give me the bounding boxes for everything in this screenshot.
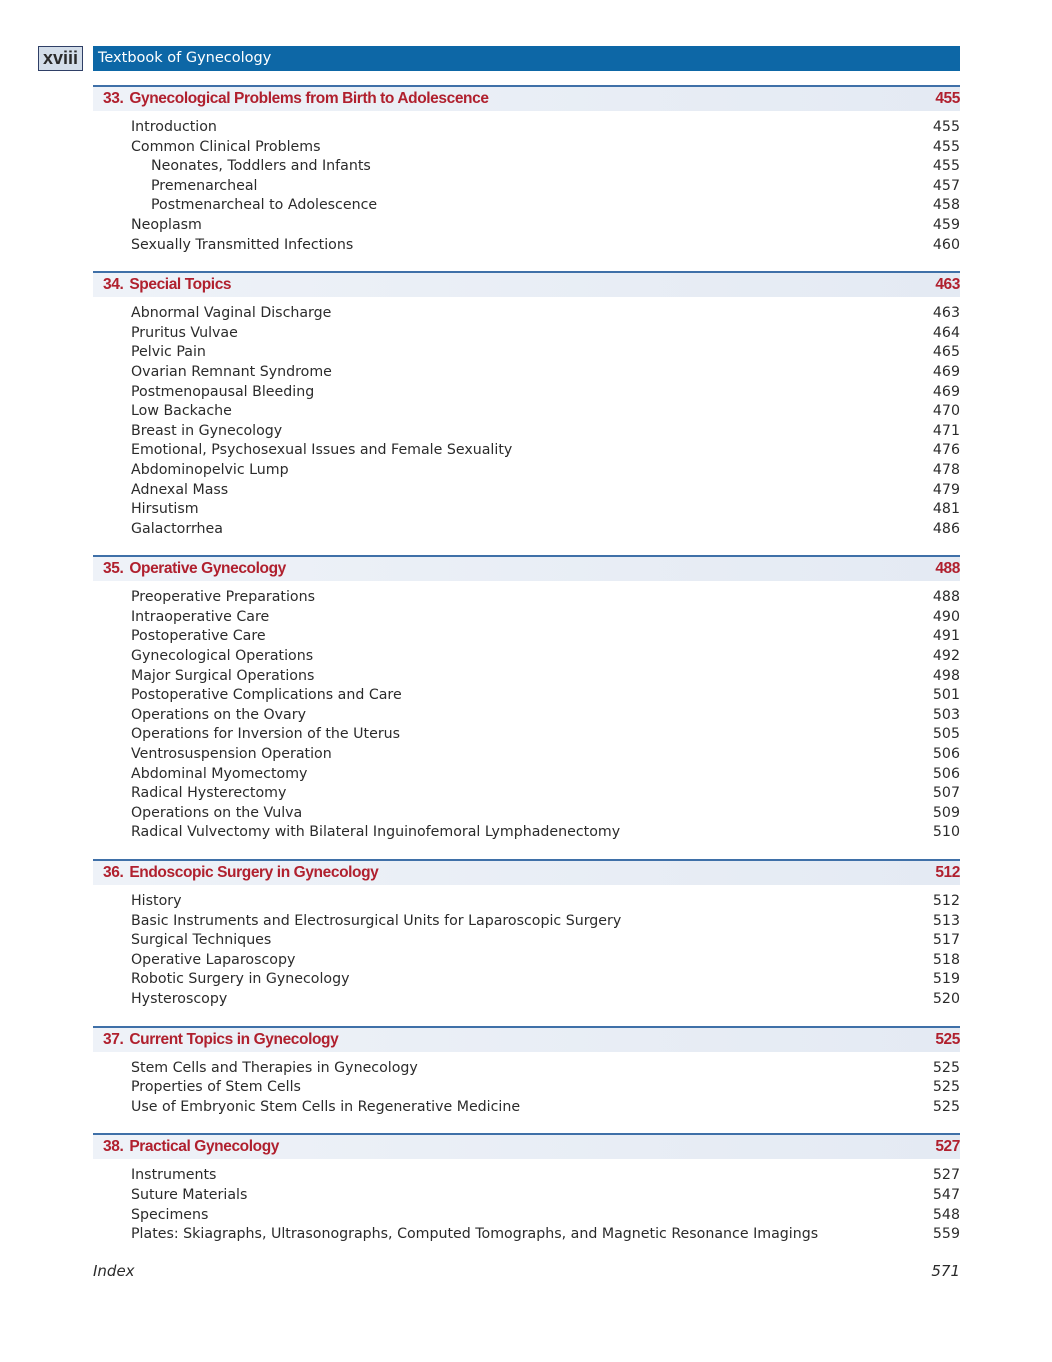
toc-subentry[interactable]: [93, 177, 960, 197]
table-of-contents: [93, 85, 960, 1261]
entry-title: Common Clinical Problems: [131, 138, 321, 155]
toc-entry[interactable]: [93, 1078, 960, 1098]
chapter-section: [93, 85, 960, 255]
entry-title: Pruritus Vulvae: [131, 324, 238, 341]
toc-entry[interactable]: [93, 324, 960, 344]
entry-title: Operations for Inversion of the Uterus: [131, 726, 401, 743]
toc-entry[interactable]: [93, 1225, 960, 1245]
entry-page: 481: [932, 501, 960, 518]
toc-entry[interactable]: [93, 500, 960, 520]
entry-page: 505: [932, 726, 960, 743]
entry-title: Radical Hysterectomy: [131, 785, 287, 802]
entry-page: 559: [932, 1226, 960, 1243]
chapter-title: Endoscopic Surgery in Gynecology: [129, 864, 379, 881]
entry-title: Postoperative Complications and Care: [131, 687, 402, 704]
entry-page: 455: [932, 158, 960, 175]
entry-page: 492: [932, 648, 960, 665]
chapter-section: [93, 859, 960, 1010]
entry-title: Hirsutism: [131, 501, 199, 518]
entry-page: 527: [932, 1167, 960, 1184]
entry-title: Plates: Skiagraphs, Ultrasonographs, Computed Tomographs, and Magnetic Resonance Imagings: [131, 1226, 819, 1243]
toc-entry[interactable]: [93, 588, 960, 608]
entry-title: Abdominopelvic Lump: [131, 461, 289, 478]
toc-subentry[interactable]: [93, 157, 960, 177]
entry-title: Surgical Techniques: [131, 932, 272, 949]
entry-page: 463: [932, 305, 960, 322]
entry-title: Introduction: [131, 119, 217, 135]
toc-entry[interactable]: [93, 823, 960, 843]
chapter-title: Practical Gynecology: [129, 1138, 280, 1156]
entry-title: Specimens: [131, 1206, 209, 1223]
entry-page: 547: [932, 1186, 960, 1203]
toc-entry[interactable]: [93, 138, 960, 158]
entry-page: 464: [932, 324, 960, 341]
entry-title: Neonates, Toddlers and Infants: [151, 158, 371, 175]
chapter-title: Current Topics in Gynecology: [129, 1030, 339, 1048]
entry-title: Premenarcheal: [151, 177, 258, 194]
entry-title: Robotic Surgery in Gynecology: [131, 971, 350, 988]
entry-title: Adnexal Mass: [131, 481, 229, 498]
toc-entry[interactable]: [93, 383, 960, 403]
chapter-number: 37.: [103, 1030, 124, 1048]
entry-list: [93, 304, 960, 539]
entry-list: [93, 1166, 960, 1244]
entry-page: 520: [932, 990, 960, 1007]
chapter-number: 36.: [103, 864, 124, 881]
entry-title: Intraoperative Care: [131, 608, 270, 625]
entry-page: 506: [932, 746, 960, 763]
toc-entry[interactable]: [93, 608, 960, 628]
chapter-number: 38.: [103, 1138, 124, 1156]
toc-entry[interactable]: [93, 667, 960, 687]
toc-entry[interactable]: [93, 765, 960, 785]
entry-page: 501: [932, 687, 960, 704]
entry-title: Postmenopausal Bleeding: [131, 383, 315, 400]
toc-entry[interactable]: [93, 912, 960, 932]
toc-entry[interactable]: [93, 686, 960, 706]
chapter-title: Operative Gynecology: [129, 560, 286, 578]
index-label: Index: [93, 1262, 135, 1280]
chapter-heading[interactable]: [93, 859, 960, 885]
toc-entry[interactable]: [93, 1166, 960, 1186]
entry-page: 510: [932, 824, 960, 841]
toc-entry[interactable]: [93, 481, 960, 501]
entry-title: Neoplasm: [131, 216, 202, 233]
toc-entry[interactable]: [93, 647, 960, 667]
entry-page: 458: [932, 197, 960, 214]
toc-entry[interactable]: [93, 990, 960, 1010]
entry-page: 455: [932, 119, 960, 135]
toc-entry[interactable]: [93, 441, 960, 461]
entry-title: Galactorrhea: [131, 520, 223, 537]
entry-title: Emotional, Psychosexual Issues and Female Sexuality: [131, 442, 513, 459]
entry-list: [93, 1059, 960, 1118]
entry-page: 470: [932, 403, 960, 420]
chapter-page: 455: [935, 90, 960, 107]
entry-title: Abnormal Vaginal Discharge: [131, 305, 332, 322]
entry-title: Postoperative Care: [131, 628, 266, 645]
entry-page: 518: [932, 951, 960, 968]
entry-title: Operations on the Ovary: [131, 706, 306, 723]
toc-entry[interactable]: [93, 236, 960, 256]
entry-page: 512: [932, 893, 960, 909]
entry-page: 513: [932, 912, 960, 929]
entry-title: Preoperative Preparations: [131, 589, 315, 606]
toc-entry[interactable]: [93, 402, 960, 422]
running-header: [38, 46, 960, 71]
entry-title: Use of Embryonic Stem Cells in Regenerative Medicine: [131, 1098, 521, 1115]
entry-page: 471: [932, 422, 960, 439]
entry-title: Ovarian Remnant Syndrome: [131, 363, 332, 380]
entry-list: [93, 892, 960, 1010]
entry-title: History: [131, 893, 182, 909]
entry-page: 519: [932, 971, 960, 988]
book-title: Textbook of Gynecology: [93, 46, 960, 71]
toc-entry[interactable]: [93, 520, 960, 540]
toc-entry[interactable]: [93, 461, 960, 481]
entry-page: 525: [932, 1059, 960, 1076]
chapter-page: 525: [935, 1030, 960, 1048]
toc-entry[interactable]: [93, 970, 960, 990]
entry-title: Breast in Gynecology: [131, 422, 283, 439]
entry-page: 476: [932, 442, 960, 459]
chapter-heading[interactable]: [93, 1026, 960, 1052]
entry-page: 503: [932, 706, 960, 723]
toc-entry[interactable]: [93, 627, 960, 647]
entry-page: 478: [932, 461, 960, 478]
entry-title: Basic Instruments and Electrosurgical Units for Laparoscopic Surgery: [131, 912, 622, 929]
entry-title: Abdominal Myomectomy: [131, 765, 308, 782]
entry-page: 548: [932, 1206, 960, 1223]
entry-page: 507: [932, 785, 960, 802]
chapter-heading[interactable]: [93, 1133, 960, 1159]
entry-page: 465: [932, 344, 960, 361]
chapter-title: Gynecological Problems from Birth to Adolescence: [129, 90, 489, 107]
entry-title: Radical Vulvectomy with Bilateral Inguinofemoral Lymphadenectomy: [131, 824, 621, 841]
entry-page: 469: [932, 363, 960, 380]
entry-list: [93, 588, 960, 843]
toc-subentry[interactable]: [93, 196, 960, 216]
entry-page: 509: [932, 804, 960, 821]
entry-title: Properties of Stem Cells: [131, 1079, 301, 1096]
toc-entry[interactable]: [93, 343, 960, 363]
entry-page: 517: [932, 932, 960, 949]
page-number: xviii: [38, 46, 83, 71]
entry-page: 469: [932, 383, 960, 400]
chapter-page: 488: [935, 560, 960, 578]
chapter-heading[interactable]: [93, 555, 960, 581]
entry-page: 455: [932, 138, 960, 155]
entry-title: Hysteroscopy: [131, 990, 228, 1007]
toc-entry[interactable]: [93, 745, 960, 765]
entry-page: 486: [932, 520, 960, 537]
chapter-page: 463: [935, 276, 960, 294]
toc-entry[interactable]: [93, 951, 960, 971]
chapter-title: Special Topics: [129, 276, 232, 294]
chapter-page: 527: [935, 1138, 960, 1156]
entry-title: Low Backache: [131, 403, 232, 420]
entry-title: Gynecological Operations: [131, 648, 314, 665]
toc-entry[interactable]: [93, 304, 960, 324]
toc-entry[interactable]: [93, 363, 960, 383]
index-entry[interactable]: [93, 1262, 960, 1280]
entry-page: 457: [932, 177, 960, 194]
entry-list: [93, 118, 960, 255]
chapter-section: [93, 555, 960, 843]
toc-entry[interactable]: [93, 1098, 960, 1118]
chapter-number: 35.: [103, 560, 124, 578]
chapter-number: 33.: [103, 90, 124, 107]
entry-title: Postmenarcheal to Adolescence: [151, 197, 378, 214]
entry-page: 491: [932, 628, 960, 645]
entry-title: Major Surgical Operations: [131, 667, 315, 684]
toc-entry[interactable]: [93, 931, 960, 951]
toc-entry[interactable]: [93, 784, 960, 804]
entry-title: Suture Materials: [131, 1186, 248, 1203]
entry-title: Operations on the Vulva: [131, 804, 303, 821]
index-page: 571: [931, 1262, 960, 1280]
toc-entry[interactable]: [93, 804, 960, 824]
entry-page: 525: [932, 1079, 960, 1096]
entry-page: 460: [932, 236, 960, 253]
toc-entry[interactable]: [93, 216, 960, 236]
toc-entry[interactable]: [93, 1206, 960, 1226]
entry-page: 525: [932, 1098, 960, 1115]
chapter-number: 34.: [103, 276, 124, 294]
chapter-heading[interactable]: [93, 271, 960, 297]
entry-page: 459: [932, 216, 960, 233]
toc-entry[interactable]: [93, 706, 960, 726]
entry-title: Pelvic Pain: [131, 344, 206, 361]
entry-page: 506: [932, 765, 960, 782]
chapter-page: 512: [935, 864, 960, 881]
toc-entry[interactable]: [93, 118, 960, 138]
toc-entry[interactable]: [93, 725, 960, 745]
entry-title: Stem Cells and Therapies in Gynecology: [131, 1059, 418, 1076]
entry-page: 498: [932, 667, 960, 684]
toc-entry[interactable]: [93, 422, 960, 442]
entry-page: 488: [932, 589, 960, 606]
chapter-section: [93, 1026, 960, 1118]
chapter-section: [93, 1133, 960, 1244]
chapter-section: [93, 271, 960, 539]
toc-entry[interactable]: [93, 892, 960, 912]
entry-page: 490: [932, 608, 960, 625]
chapter-heading[interactable]: [93, 85, 960, 111]
entry-title: Sexually Transmitted Infections: [131, 236, 354, 253]
entry-title: Ventrosuspension Operation: [131, 746, 332, 763]
entry-title: Operative Laparoscopy: [131, 951, 296, 968]
toc-entry[interactable]: [93, 1186, 960, 1206]
entry-page: 479: [932, 481, 960, 498]
entry-title: Instruments: [131, 1167, 217, 1184]
toc-entry[interactable]: [93, 1059, 960, 1079]
